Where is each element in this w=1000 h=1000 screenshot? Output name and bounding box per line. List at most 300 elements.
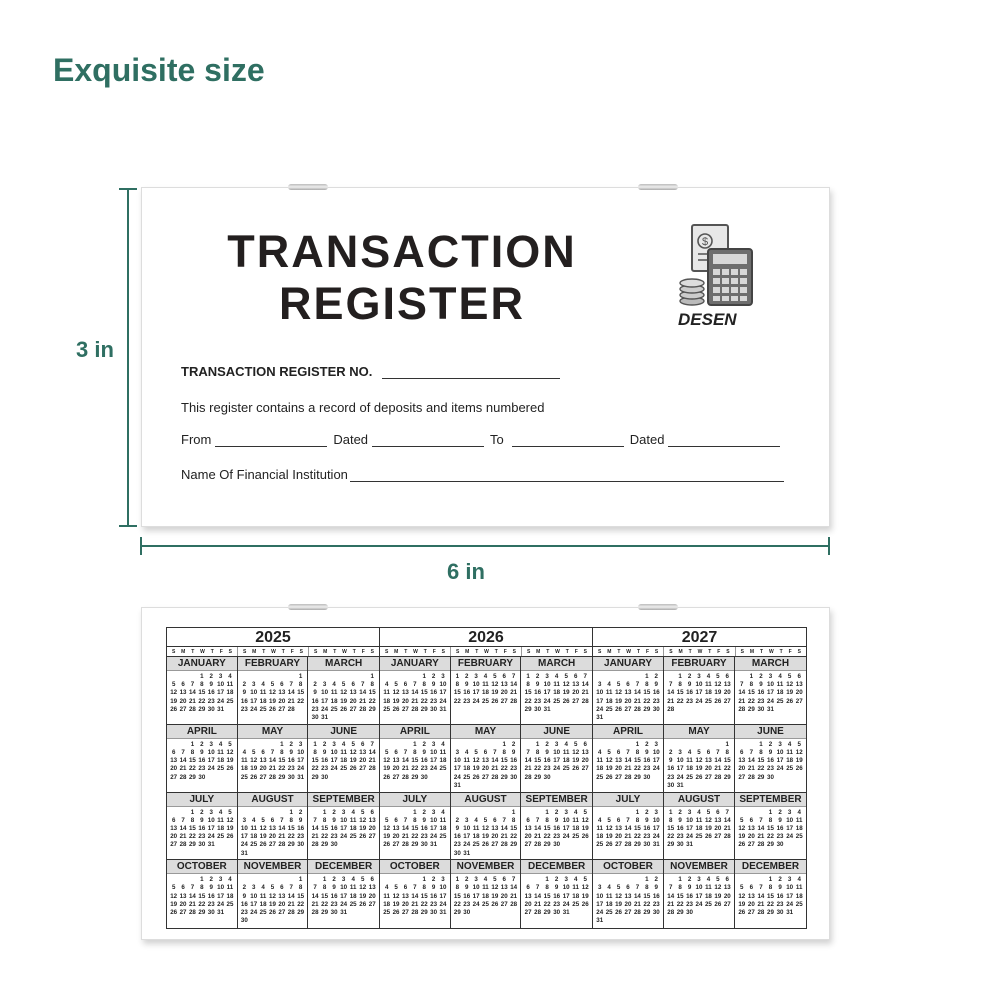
day-number: 29 [534,773,542,781]
day-number: 21 [723,824,731,832]
weekday-letter: S [726,649,730,655]
day-number: 5 [573,740,578,748]
day-number: 1 [645,673,649,680]
day-number: 26 [581,900,589,908]
day-number: 20 [179,900,187,908]
day-number: 25 [240,773,248,781]
day-number: 29 [311,773,319,781]
day-number: 5 [716,876,720,884]
day-number: 25 [349,833,357,841]
from-blank [215,435,327,447]
day-number: 2 [200,808,204,816]
day-number: 3 [654,740,658,748]
day-number: 23 [553,900,561,908]
day-number: 4 [218,740,223,748]
day-number: 25 [226,900,234,908]
day-number: 10 [250,689,258,697]
month-name: MAY [664,725,734,739]
day-number: 4 [228,673,232,680]
day-number: 21 [747,765,755,773]
weekday-letter: S [512,649,516,655]
day-number: 27 [704,773,712,781]
day-number: 31 [439,705,447,713]
day-number: 4 [706,673,711,680]
day-number: 1 [422,673,426,680]
month-name: AUGUST [664,793,734,807]
day-number: 10 [553,748,561,756]
weekday-letter: M [181,649,186,655]
day-number: 12 [226,748,234,756]
month-days [167,671,237,724]
day-number: 15 [676,892,684,900]
day-number: 6 [403,681,408,689]
day-number: 18 [776,689,784,697]
day-number: 20 [401,900,409,908]
month-days [735,671,806,724]
day-number: 9 [209,681,213,689]
day-number: 21 [757,833,765,841]
weekday-header-row [593,647,806,657]
day-number: 7 [360,681,365,689]
day-number: 23 [240,705,248,713]
day-number: 28 [534,841,542,849]
day-number: 7 [313,884,317,892]
weekday-letter: M [323,649,328,655]
day-number: 15 [524,689,532,697]
day-number: 20 [615,765,622,773]
month-november [664,860,735,928]
height-dimension-cap-top [119,188,137,190]
day-number: 19 [226,757,234,765]
day-number: 1 [678,876,682,884]
day-number: 5 [394,884,398,892]
day-blank [268,673,277,681]
day-number: 14 [714,757,722,765]
day-number: 21 [179,765,187,773]
calendar-year-2025 [167,628,380,928]
day-number: 15 [188,757,196,765]
month-august [238,793,309,861]
day-number: 30 [287,773,295,781]
day-number: 13 [723,884,731,892]
day-number: 10 [472,884,480,892]
weekday-letter: S [242,649,247,655]
day-number: 9 [200,816,204,824]
day-number: 28 [179,841,187,849]
day-number: 3 [341,876,346,884]
day-number: 3 [209,740,213,748]
day-blank [188,876,197,884]
day-number: 20 [368,892,376,900]
day-number: 15 [411,824,419,832]
day-number: 30 [420,773,428,781]
day-number: 10 [786,816,794,824]
day-number: 26 [359,900,367,908]
day-number: 28 [667,909,675,917]
day-number: 15 [368,689,376,697]
day-number: 31 [340,909,348,917]
day-number: 20 [491,833,499,841]
day-number: 26 [170,705,178,713]
weekday-letter: M [749,649,755,655]
month-name: APRIL [380,725,450,739]
day-number: 12 [349,748,357,756]
day-number: 8 [313,748,317,756]
day-number: 14 [411,892,419,900]
day-number: 1 [635,808,640,816]
day-number: 28 [278,841,286,849]
day-number: 12 [704,816,712,824]
day-number: 27 [723,697,731,705]
day-number: 27 [491,841,499,849]
day-number: 1 [511,808,516,816]
contains-text: This register contains a record of deposits and items numbered [181,400,545,415]
day-number: 2 [422,808,426,816]
month-name: JUNE [735,725,806,739]
day-number: 3 [787,808,792,816]
day-number: 28 [757,841,765,849]
day-number: 6 [370,808,374,816]
day-number: 3 [697,673,701,680]
cover-title-line1: TRANSACTION [227,226,577,277]
day-number: 2 [242,681,247,689]
day-number: 15 [278,757,286,765]
day-number: 27 [392,773,400,781]
day-number: 19 [581,892,589,900]
day-number: 20 [524,900,532,908]
day-number: 24 [686,833,693,841]
day-number: 19 [704,824,712,832]
day-number: 29 [510,841,518,849]
day-number: 24 [786,833,794,841]
day-number: 2 [332,876,336,884]
day-number: 9 [422,748,426,756]
weekday-letter: T [404,649,408,655]
day-number: 30 [534,705,542,713]
day-number: 4 [797,876,801,884]
day-number: 17 [562,892,570,900]
month-october [167,860,238,928]
day-blank [249,809,258,817]
day-number: 18 [240,765,248,773]
day-number: 4 [573,876,578,884]
day-number: 24 [207,833,215,841]
day-number: 18 [704,892,712,900]
day-number: 26 [383,841,391,849]
day-number: 4 [573,808,578,816]
year-title: 2027 [593,628,806,647]
day-blank [310,809,320,817]
weekday-letter: S [597,649,602,655]
day-number: 11 [795,816,803,824]
day-blank [633,876,642,884]
day-number: 23 [652,900,660,908]
weekday-letter: S [370,649,374,655]
day-blank [401,741,410,749]
day-number: 22 [543,900,551,908]
day-number: 3 [218,673,223,680]
day-number: 6 [583,740,587,748]
day-number: 22 [453,697,461,705]
day-blank [694,741,703,749]
month-days [593,739,663,792]
day-number: 6 [616,748,621,756]
day-number: 16 [643,824,651,832]
weekday-letter: F [788,649,792,655]
day-number: 21 [278,833,286,841]
day-number: 9 [511,748,516,756]
day-number: 3 [768,673,773,680]
day-blank [604,741,613,749]
day-number: 12 [340,689,348,697]
day-number: 24 [439,697,447,705]
day-number: 6 [394,816,398,824]
day-number: 3 [218,876,223,884]
day-number: 10 [596,689,604,697]
day-number: 24 [652,833,660,841]
day-number: 19 [269,697,276,705]
day-blank [614,809,623,817]
day-number: 29 [667,841,675,849]
day-number: 21 [311,833,319,841]
day-number: 24 [676,773,684,781]
day-number: 8 [535,748,540,756]
month-name: JUNE [521,725,592,739]
height-dimension-cap-bottom [119,525,137,527]
day-number: 21 [581,689,589,697]
day-number: 14 [401,824,409,832]
day-number: 27 [624,705,632,713]
contains-statement [181,400,544,415]
day-number: 15 [757,757,765,765]
day-number: 6 [797,673,801,680]
day-number: 16 [510,757,518,765]
day-number: 24 [695,697,703,705]
day-number: 12 [738,824,746,832]
month-august [451,793,522,861]
day-number: 11 [217,748,224,756]
day-number: 21 [534,833,542,841]
day-number: 19 [714,892,722,900]
month-days [521,739,592,792]
day-number: 30 [430,909,438,917]
day-number: 25 [349,900,357,908]
day-number: 26 [269,705,276,713]
day-number: 8 [502,748,506,756]
day-number: 21 [757,900,765,908]
day-number: 15 [767,824,774,832]
day-number: 15 [723,757,731,765]
weekday-letter: S [797,649,801,655]
day-number: 29 [543,841,551,849]
day-blank [623,741,632,749]
day-number: 13 [359,748,367,756]
day-number: 2 [654,876,658,884]
day-number: 3 [778,740,782,748]
weekday-letter: S [740,649,744,655]
day-number: 13 [179,892,187,900]
day-number: 9 [535,681,540,689]
day-number: 21 [311,900,319,908]
day-number: 26 [695,773,703,781]
day-number: 22 [321,833,329,841]
weekday-letter: W [413,649,418,655]
day-number: 15 [643,689,651,697]
day-number: 8 [413,748,417,756]
day-number: 24 [439,900,447,908]
day-number: 17 [463,833,471,841]
day-number: 30 [643,841,651,849]
day-number: 17 [430,757,438,765]
day-number: 9 [768,748,773,756]
day-number: 18 [259,900,267,908]
day-number: 25 [704,697,712,705]
day-number: 27 [723,900,731,908]
month-days [521,874,592,928]
height-dimension-line [127,189,129,527]
day-number: 14 [667,689,675,697]
day-number: 18 [226,892,234,900]
month-days [664,807,734,860]
day-number: 23 [453,841,461,849]
day-number: 24 [453,773,461,781]
day-number: 19 [581,824,589,832]
weekday-letter: M [465,649,470,655]
day-number: 14 [534,824,542,832]
day-number: 26 [250,773,258,781]
day-number: 9 [678,816,682,824]
day-number: 24 [340,900,348,908]
day-number: 6 [725,673,729,680]
day-number: 10 [453,757,461,765]
day-blank [401,809,410,817]
month-days [593,807,663,860]
day-number: 2 [200,740,204,748]
day-number: 29 [420,705,428,713]
day-number: 22 [198,697,206,705]
day-number: 17 [553,757,561,765]
day-number: 14 [179,757,187,765]
day-number: 26 [259,841,267,849]
weekday-letter: T [494,649,498,655]
day-number: 16 [534,689,542,697]
day-number: 6 [261,748,265,756]
day-number: 6 [626,681,630,689]
day-number: 20 [572,689,580,697]
day-number: 21 [411,697,419,705]
day-blank [287,673,296,681]
day-blank [391,741,400,749]
day-number: 12 [714,681,722,689]
weekday-header-row [380,647,592,657]
day-number: 10 [321,689,329,697]
headline: Exquisite size [53,52,265,88]
day-number: 2 [687,876,692,884]
day-number: 12 [226,816,234,824]
day-number: 28 [723,833,731,841]
day-number: 21 [624,765,632,773]
day-number: 25 [439,833,447,841]
day-number: 26 [491,900,499,908]
day-number: 7 [270,748,275,756]
day-blank [310,876,320,884]
day-number: 4 [554,673,559,680]
weekday-letter: S [299,649,303,655]
day-number: 21 [624,833,632,841]
day-number: 25 [383,705,391,713]
month-name: NOVEMBER [238,860,308,874]
day-number: 1 [413,808,417,816]
day-number: 26 [786,697,794,705]
day-number: 5 [583,808,587,816]
month-february [238,657,309,725]
day-number: 21 [188,900,196,908]
day-blank [240,673,249,681]
day-number: 20 [359,757,367,765]
day-number: 26 [392,909,400,917]
day-number: 19 [349,757,357,765]
day-number: 25 [259,705,267,713]
weekday-letters [167,647,238,656]
day-blank [756,809,766,817]
month-name: OCTOBER [167,860,237,874]
weekday-letter: M [536,649,541,655]
day-number: 27 [795,697,803,705]
to-blank [512,435,624,447]
day-number: 13 [738,757,746,765]
day-number: 17 [472,689,480,697]
institution-field [181,467,790,482]
day-number: 4 [251,816,256,824]
day-number: 5 [394,681,398,689]
day-number: 12 [170,689,178,697]
weekday-letters [451,647,522,656]
day-number: 6 [725,876,729,884]
day-number: 14 [491,757,499,765]
day-number: 9 [332,816,336,824]
day-blank [287,876,296,884]
day-number: 12 [795,748,803,756]
day-number: 19 [170,900,178,908]
month-days [167,874,237,928]
day-number: 30 [420,841,428,849]
day-number: 11 [463,757,470,765]
day-number: 30 [321,773,329,781]
day-number: 3 [697,876,701,884]
day-blank [169,741,178,749]
day-number: 16 [430,892,438,900]
day-number: 9 [778,816,782,824]
day-number: 17 [776,757,784,765]
day-number: 2 [464,673,469,680]
day-number: 11 [259,892,267,900]
weekday-letter: W [555,649,560,655]
day-number: 28 [188,705,196,713]
day-number: 14 [359,689,367,697]
day-number: 28 [757,909,765,917]
day-number: 5 [341,681,346,689]
staple [288,184,328,190]
day-number: 4 [261,681,265,689]
month-june [521,725,592,793]
day-number: 2 [778,876,782,884]
day-number: 30 [553,841,561,849]
day-number: 10 [217,884,225,892]
day-number: 7 [740,681,744,689]
day-number: 20 [259,765,267,773]
day-number: 22 [510,833,518,841]
day-number: 19 [615,900,622,908]
